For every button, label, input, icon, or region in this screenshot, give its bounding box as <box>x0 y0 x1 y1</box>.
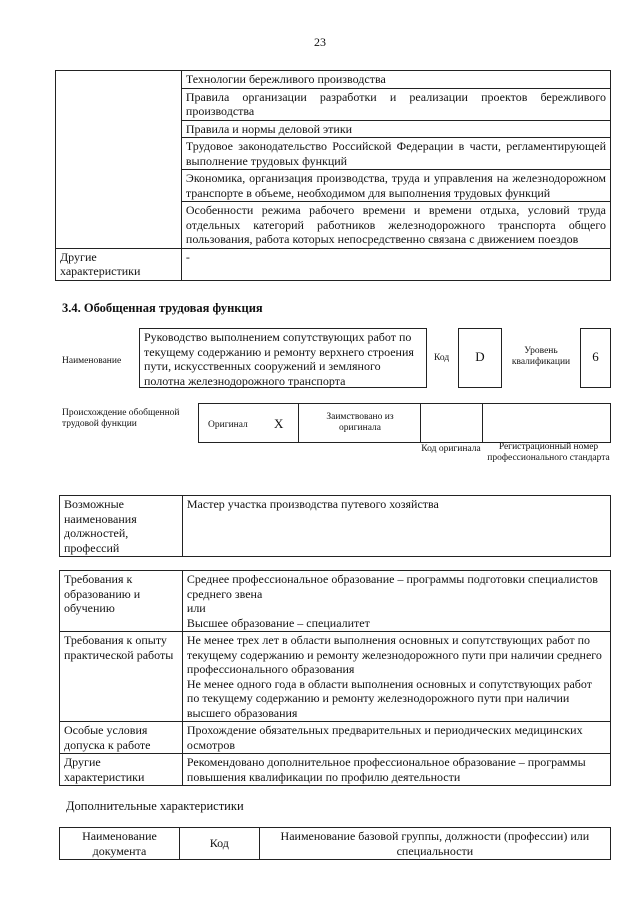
positions-value: Мастер участка производства путевого хозяйства <box>182 496 610 557</box>
code-value: D <box>475 349 485 364</box>
table-row <box>60 496 611 557</box>
header-cell: Код <box>179 828 259 860</box>
function-name: Руководство выполнением сопутствующих работ по текущему содержанию и ремонту верхнего строения пути, искусственных сооружений и земляного полотна железнодорожного транспорта <box>144 330 414 388</box>
req-value <box>182 571 610 632</box>
origin-reg-box <box>482 403 611 443</box>
knowledge-item: Особенности режима рабочего времени и времени отдыха, условий труда отдельных категорий работников железнодорожного транспорта общего пользования, работа которых непосредственно связана с движением поездов <box>181 202 610 249</box>
req-line: Среднее профессиональное образование – программы подготовки специалистов среднего звена <box>186 572 598 601</box>
code-box <box>458 328 502 388</box>
knowledge-item: Трудовое законодательство Российской Федерации в части, регламентирующей выполнение трудовых функций <box>181 138 610 170</box>
header-cell: Наименование базовой группы, должности (профессии) или специальности <box>259 828 610 860</box>
level-box <box>580 328 611 388</box>
knowledge-item: Правила и нормы деловой этики <box>181 120 610 138</box>
borrowed-label: Заимствовано из оригинала <box>326 412 394 433</box>
table-row <box>56 71 611 89</box>
req-value <box>182 754 610 786</box>
code-caption: Код оригинала <box>421 444 481 454</box>
original-label: Оригинал <box>208 420 248 430</box>
req-line: Высшее образование – специалитет <box>186 615 370 630</box>
table-row <box>60 754 611 786</box>
origin-borrowed-box <box>298 403 420 443</box>
other-label: Другие характеристики <box>56 248 182 280</box>
code-label: Код <box>434 353 450 363</box>
req-label: Требования к образованию и обучению <box>60 571 183 632</box>
table-row <box>60 828 611 860</box>
section-title: 3.4. Обобщенная трудовая функция <box>62 301 263 315</box>
table-row <box>60 722 611 754</box>
knowledge-table <box>55 70 611 281</box>
req-line: или <box>186 601 206 615</box>
knowledge-item: Экономика, организация производства, труда и управления на железнодорожном транспорте в объеме, необходимом для выполнения трудовых функций <box>181 170 610 202</box>
page-number: 23 <box>314 35 326 49</box>
req-label: Другие характеристики <box>60 754 183 786</box>
req-value <box>182 632 610 722</box>
knowledge-item: Правила организации разработки и реализации проектов бережливого производства <box>181 88 610 120</box>
req-line: Прохождение обязательных предварительных и периодических медицинских осмотров <box>186 723 583 752</box>
level-value: 6 <box>592 349 599 364</box>
req-line: Рекомендовано дополнительное профессиональное образование – программы повышения квалификации по профилю деятельности <box>186 755 586 784</box>
knowledge-label-cell <box>56 71 182 249</box>
req-value <box>182 722 610 754</box>
table-row <box>56 248 611 280</box>
req-line: Не менее трех лет в области выполнения основных и сопутствующих работ по текущему содержанию и ремонту железнодорожного пути при наличии среднего профессионального образования <box>186 633 602 676</box>
reg-caption: Регистрационный номер профессионального стандарта <box>487 442 610 463</box>
positions-label: Возможные наименования должностей, профессий <box>60 496 183 557</box>
additional-title: Дополнительные характеристики <box>66 799 244 813</box>
function-name-box <box>139 328 427 388</box>
req-line: Не менее одного года в области выполнения основных и сопутствующих работ по текущему содержанию и ремонту железнодорожного пути при наличии высшего образования <box>186 676 592 720</box>
header-cell: Наименование документа <box>60 828 180 860</box>
req-label: Требования к опыту практической работы <box>60 632 183 722</box>
origin-original-box <box>198 403 298 443</box>
level-label: Уровень квалификации <box>511 346 571 367</box>
origin-label: Происхождение обобщенной трудовой функции <box>62 408 180 429</box>
table-row <box>60 571 611 632</box>
original-mark: X <box>274 416 284 431</box>
positions-table <box>59 495 611 557</box>
knowledge-item: Технологии бережливого производства <box>181 71 610 89</box>
other-value: - <box>181 248 610 280</box>
req-label: Особые условия допуска к работе <box>60 722 183 754</box>
table-row <box>60 632 611 722</box>
requirements-table <box>59 570 611 786</box>
additional-table <box>59 827 611 860</box>
origin-code-box <box>420 403 482 443</box>
name-label: Наименование <box>62 356 122 366</box>
